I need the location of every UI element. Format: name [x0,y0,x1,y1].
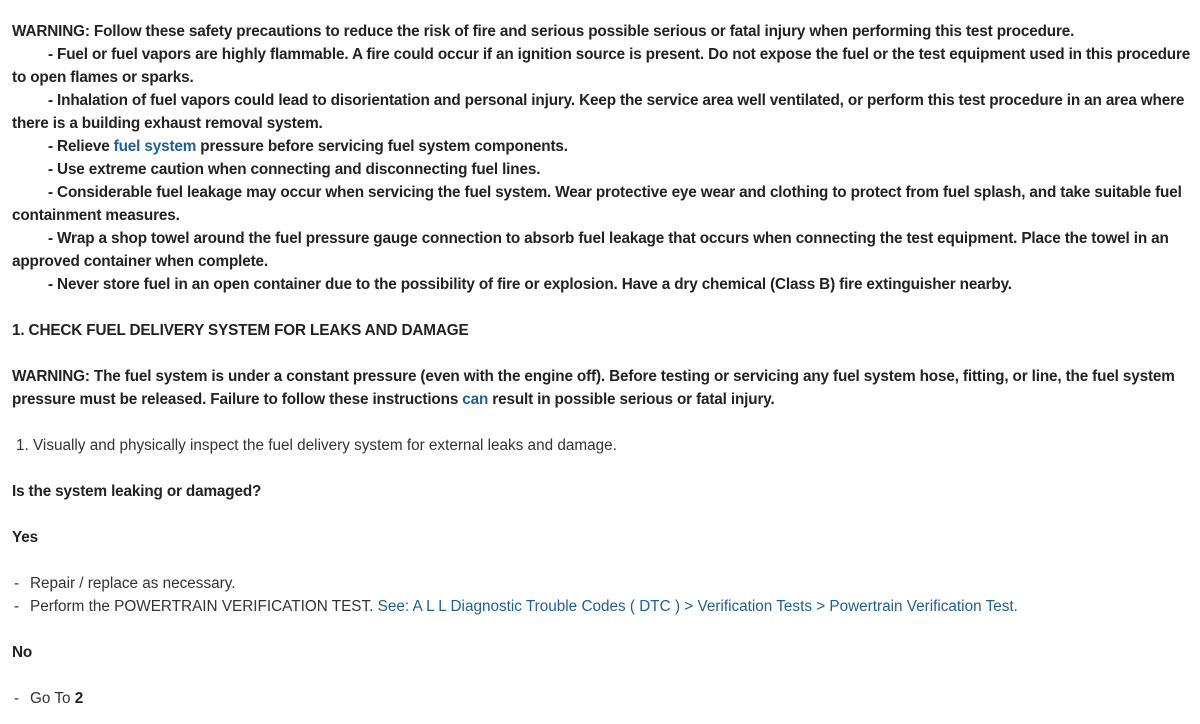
warning-bullet: - Use extreme caution when connecting and disconnecting fuel lines. [48,161,541,178]
pressure-warning: WARNING: The fuel system is under a constant pressure (even with the engine off). Before testing or servicing any fuel system hose, fitting, or line, the fuel system pressure must be released. Failure to follow these instructions can result in possible serious or fatal injury. [12,368,1175,408]
no-item: - Go To 2 [14,690,84,707]
can-link[interactable]: can [462,391,489,408]
warning-bullet: - Considerable fuel leakage may occur when servicing the fuel system. Wear protective eye wear and clothing to protect from fuel splash, and take suitable fuel containment measures. [12,184,1182,224]
fuel-system-link[interactable]: fuel system [113,138,197,155]
warning-bullet: - Inhalation of fuel vapors could lead to disorientation and personal injury. Keep the service area well ventilated, or perform this test procedure in an area where there is a building exhaust removal system. [12,92,1185,132]
warning-block [12,20,1194,296]
yes-label: Yes [12,529,38,546]
yes-item: - Perform the POWERTRAIN VERIFICATION TEST. See: A L L Diagnostic Trouble Codes ( DTC ) > Verification Tests > Powertrain Verification Test. [14,598,1018,615]
warning-heading: WARNING: Follow these safety precautions to reduce the risk of fire and serious possible serious or fatal injury when performing this test procedure. [12,23,1075,40]
section-title: 1. CHECK FUEL DELIVERY SYSTEM FOR LEAKS AND DAMAGE [12,322,469,339]
warning-bullet: - Never store fuel in an open container due to the possibility of fire or explosion. Have a dry chemical (Class B) fire extinguisher nearby. [48,276,1012,293]
warning-bullet: - Fuel or fuel vapors are highly flammable. A fire could occur if an ignition source is present. Do not expose the fuel or the test equipment used in this procedure to open flames or sparks. [12,46,1191,86]
yes-item: - Repair / replace as necessary. [14,575,236,592]
warning-bullet: - Relieve fuel system pressure before servicing fuel system components. [48,138,568,155]
goto-step-number[interactable]: 2 [74,690,84,707]
step-instruction: 1. Visually and physically inspect the fuel delivery system for external leaks and damage. [16,437,617,454]
warning-bullet: - Wrap a shop towel around the fuel pressure gauge connection to absorb fuel leakage that occurs when connecting the test equipment. Place the towel in an approved container when complete. [12,230,1169,270]
question: Is the system leaking or damaged? [12,483,262,500]
document-body [12,20,1194,710]
no-label: No [12,644,33,661]
powertrain-verification-link[interactable]: See: A L L Diagnostic Trouble Codes ( DTC ) > Verification Tests > Powertrain Verification Test. [377,598,1018,615]
